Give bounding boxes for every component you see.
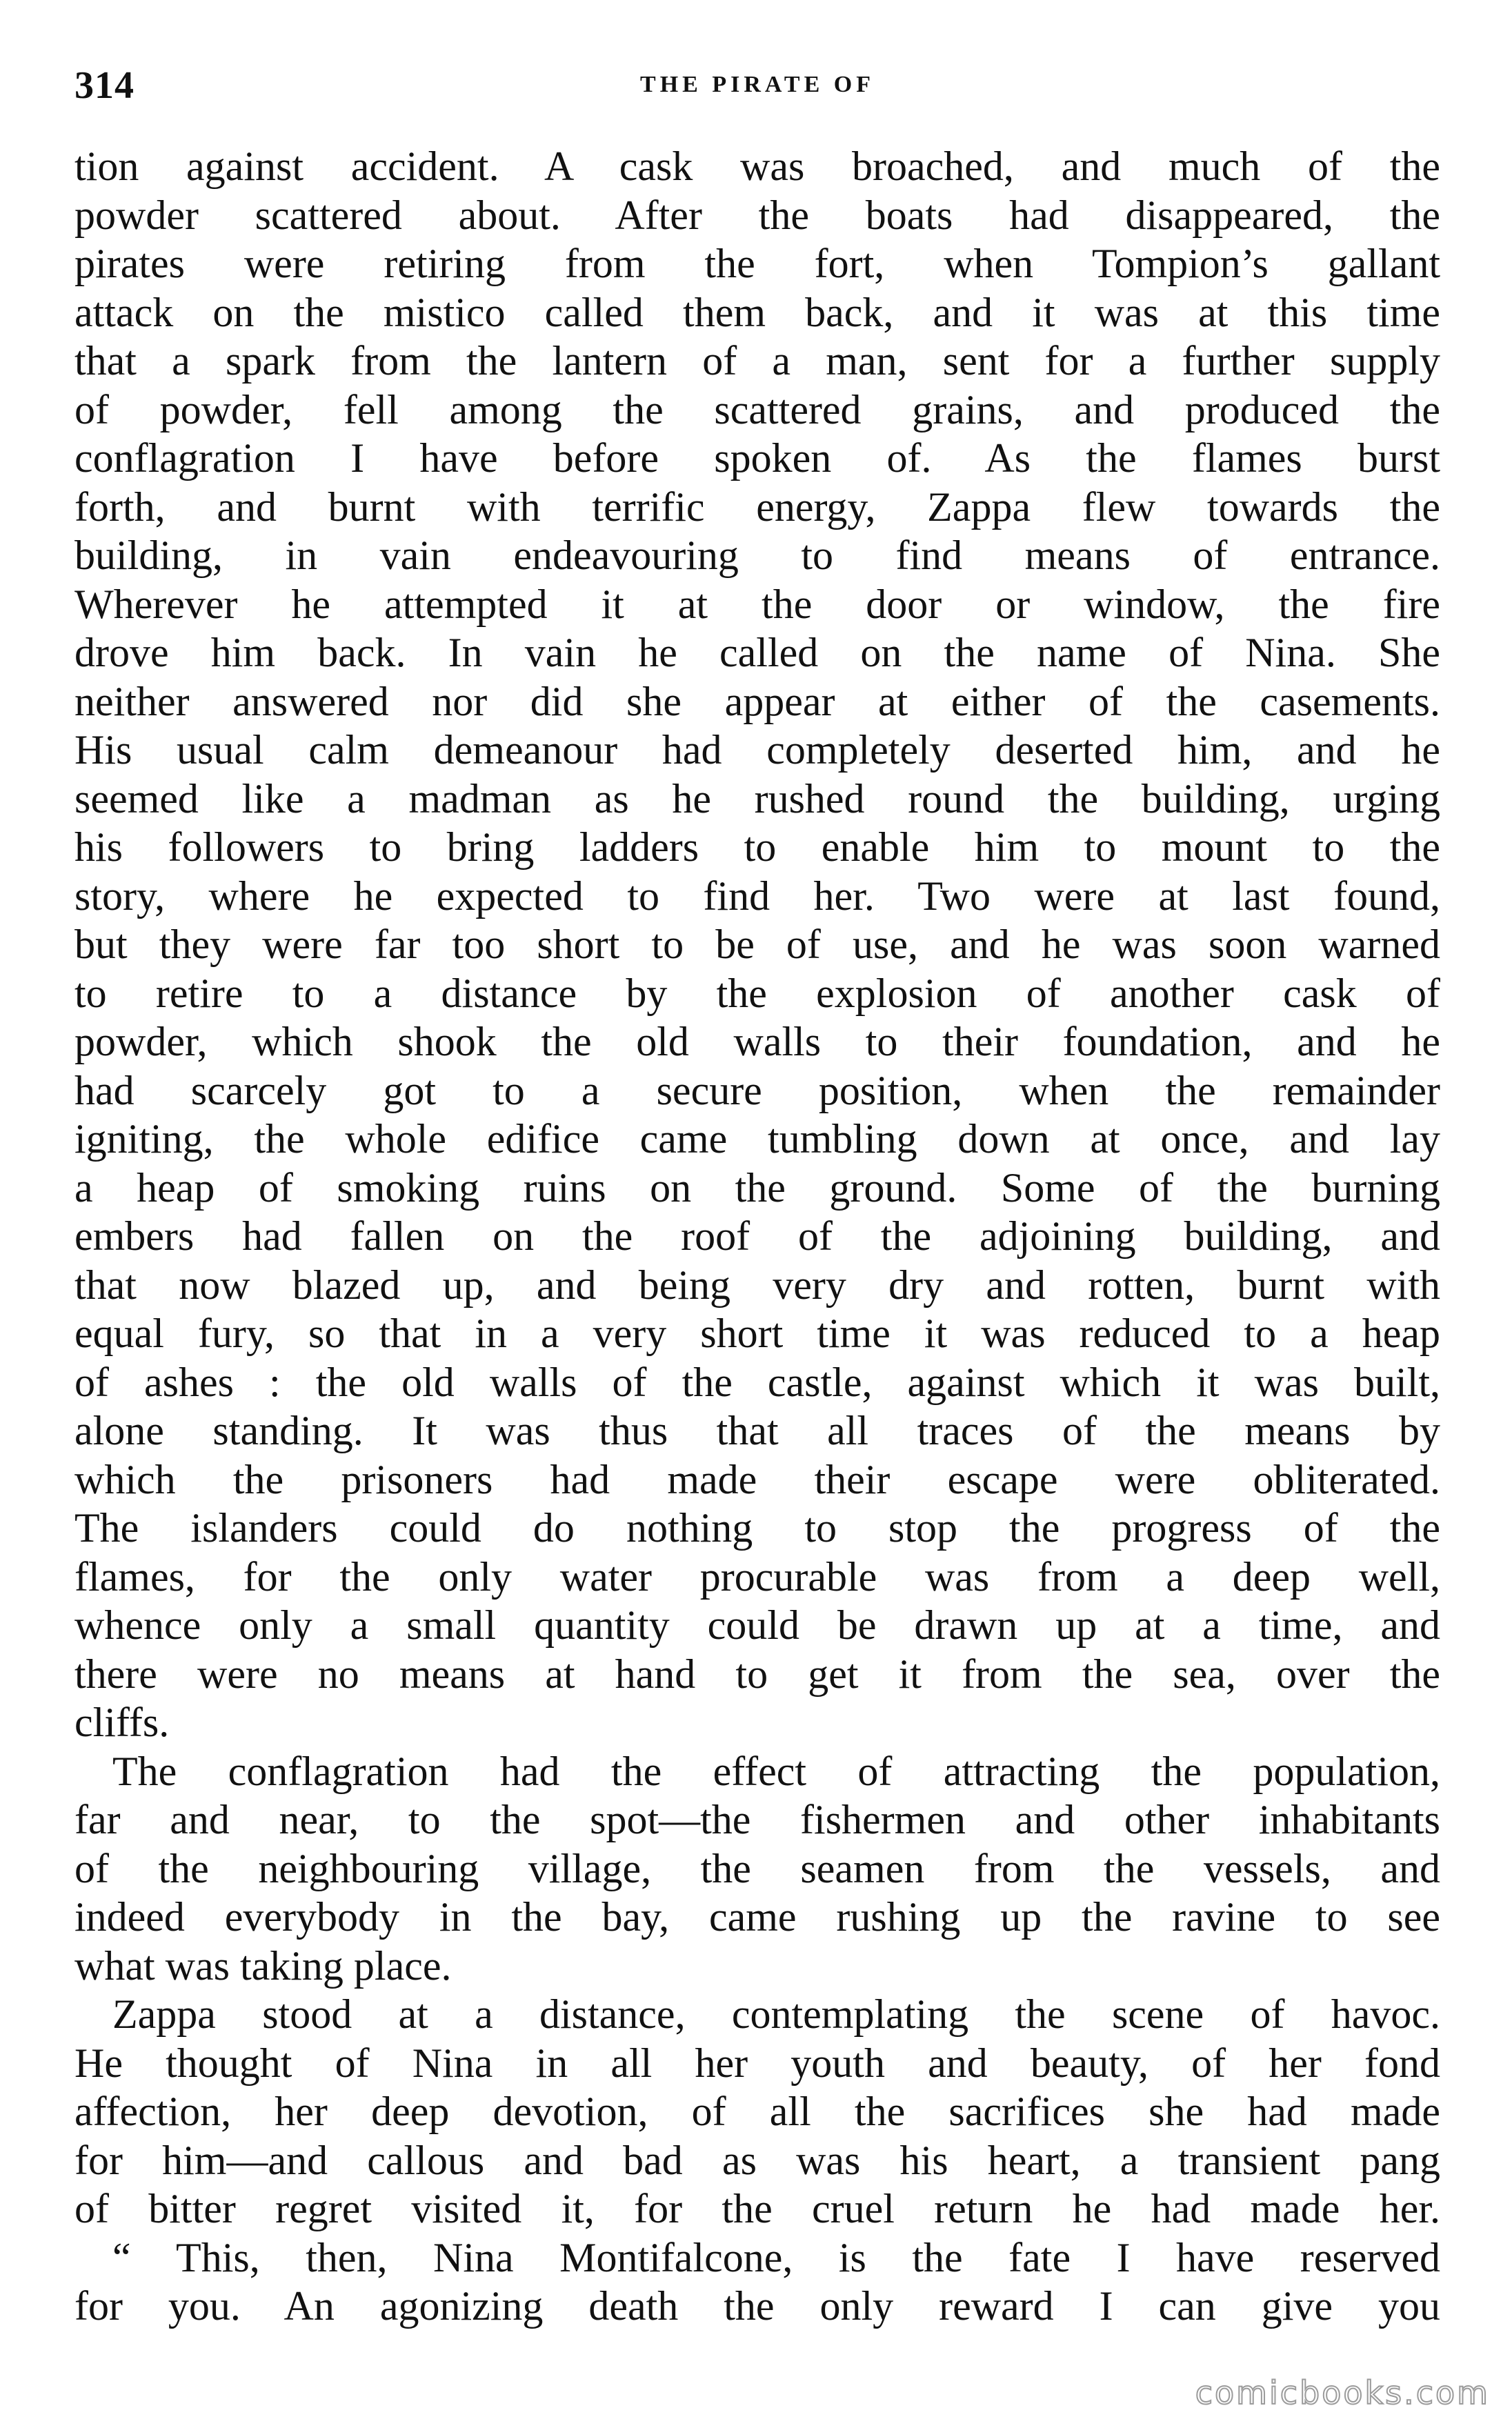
text-line: attack on the mistico called them back, and it was at this time: [74, 289, 1440, 335]
text-line: He thought of Nina in all her youth and beauty, of her fond: [74, 2040, 1440, 2086]
text-line: to retire to a distance by the explosion of another cask of: [74, 970, 1440, 1016]
text-line: alone standing. It was thus that all traces of the means by: [74, 1408, 1440, 1453]
page-number: 314: [74, 64, 135, 107]
text-line: of ashes : the old walls of the castle, against which it was built,: [74, 1359, 1440, 1405]
text-line: igniting, the whole edifice came tumbling down at once, and lay: [74, 1116, 1440, 1162]
text-line: seemed like a madman as he rushed round the building, urging: [74, 775, 1440, 822]
text-line: far and near, to the spot—the fishermen and other inhabitants: [74, 1797, 1440, 1842]
text-line: His usual calm demeanour had completely deserted him, and he: [74, 727, 1440, 773]
text-line: The conflagration had the effect of attracting the population,: [112, 1748, 1440, 1794]
text-line: drove him back. In vain he called on the name of Nina. She: [74, 630, 1440, 675]
text-line: but they were far too short to be of use, and he was soon warned: [74, 922, 1440, 967]
text-line: what was taking place.: [74, 1942, 452, 1989]
text-line: there were no means at hand to get it from the sea, over the: [74, 1651, 1440, 1697]
text-line: that a spark from the lantern of a man, sent for a further supply: [74, 338, 1440, 384]
text-line: forth, and burnt with terrific energy, Zappa flew towards the: [74, 484, 1440, 530]
text-line: had scarcely got to a secure position, when the remainder: [74, 1067, 1440, 1113]
text-line: flames, for the only water procurable was from a deep well,: [74, 1553, 1440, 1600]
text-line: for you. An agonizing death the only reward I can give you: [74, 2283, 1440, 2329]
text-line: a heap of smoking ruins on the ground. Some of the burning: [74, 1164, 1440, 1211]
text-line: neither answered nor did she appear at either of the casements.: [74, 678, 1440, 724]
text-line: which the prisoners had made their escape were obliterated.: [74, 1456, 1440, 1502]
text-line: powder, which shook the old walls to their foundation, and he: [74, 1019, 1440, 1064]
book-page: [74, 63, 1440, 2331]
text-line: indeed everybody in the bay, came rushing up the ravine to see: [74, 1894, 1440, 1940]
text-line: that now blazed up, and being very dry and rotten, burnt with: [74, 1262, 1440, 1308]
text-line: building, in vain endeavouring to find means of entrance.: [74, 533, 1440, 578]
text-line: tion against accident. A cask was broached, and much of the: [74, 143, 1440, 189]
text-line: Zappa stood at a distance, contemplating the scene of havoc.: [112, 1991, 1440, 2037]
text-line: embers had fallen on the roof of the adjoining building, and: [74, 1213, 1440, 1259]
text-line: of bitter regret visited it, for the cruel return he had made her.: [74, 2186, 1440, 2231]
text-line: his followers to bring ladders to enable him to mount to the: [74, 824, 1440, 870]
running-head: [74, 63, 1440, 112]
running-title: THE PIRATE OF: [640, 72, 875, 97]
text-line: conflagration I have before spoken of. As the flames burst: [74, 435, 1440, 481]
text-line: of the neighbouring village, the seamen from the vessels, and: [74, 1845, 1440, 1891]
text-line: affection, her deep devotion, of all the sacrifices she had made: [74, 2089, 1440, 2134]
watermark: comicbooks.com: [1195, 2374, 1490, 2411]
text-line: story, where he expected to find her. Two were at last found,: [74, 873, 1440, 919]
text-line: “ This, then, Nina Montifalcone, is the fate I have reserved: [112, 2234, 1440, 2280]
text-line: Wherever he attempted it at the door or window, the fire: [74, 581, 1440, 627]
body-text: [74, 142, 1440, 2331]
text-line: The islanders could do nothing to stop the progress of the: [74, 1505, 1440, 1551]
text-line: equal fury, so that in a very short time it was reduced to a heap: [74, 1311, 1440, 1356]
text-line: cliffs.: [74, 1700, 170, 1745]
text-line: whence only a small quantity could be drawn up at a time, and: [74, 1602, 1440, 1648]
text-line: pirates were retiring from the fort, when Tompion’s gallant: [74, 241, 1440, 286]
text-line: for him—and callous and bad as was his heart, a transient pang: [74, 2137, 1440, 2183]
text-line: powder scattered about. After the boats had disappeared, the: [74, 192, 1440, 238]
text-line: of powder, fell among the scattered grains, and produced the: [74, 386, 1440, 432]
